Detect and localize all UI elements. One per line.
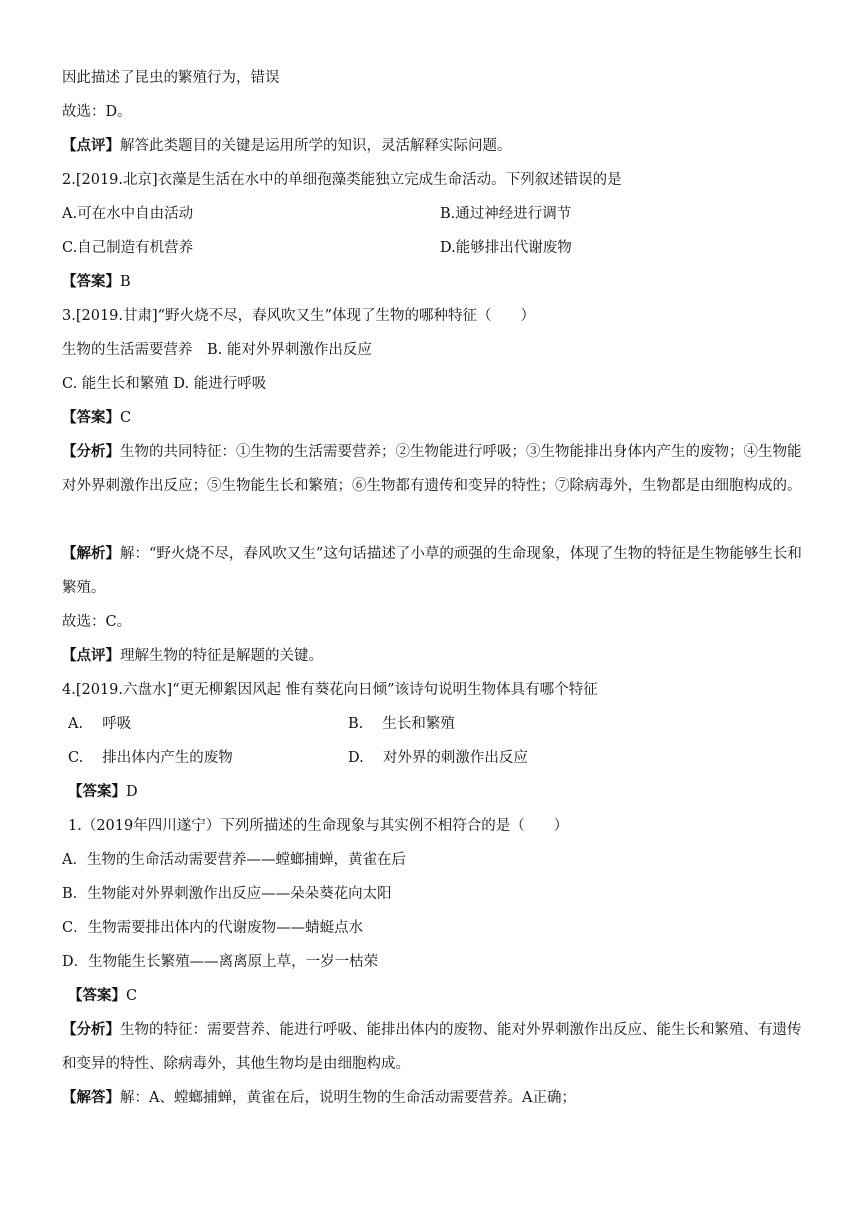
question-stem: 4.[2019.六盘水]“更无柳絮因风起 惟有葵花向日倾”该诗句说明生物体具有哪个特征	[62, 682, 598, 698]
answer-line	[62, 272, 131, 292]
option: C.自己制造有机营养	[62, 240, 194, 256]
analysis-paragraph	[62, 1013, 802, 1081]
option: B. 生长和繁殖	[348, 716, 455, 732]
answer-text: D	[126, 784, 138, 800]
question-stem: 3.[2019.甘肃]“野火烧不尽，春风吹又生”体现了生物的哪种特征（ ）	[62, 308, 535, 324]
comment-line	[62, 646, 323, 666]
text-line: 故选：D。	[62, 104, 132, 120]
solution-line	[62, 1088, 576, 1108]
answer-tag: 【答案】	[68, 987, 126, 1004]
option: D.能够排出代谢废物	[440, 240, 572, 256]
answer-text: C	[120, 410, 132, 426]
answer-tag: 【答案】	[62, 409, 120, 426]
analysis-paragraph	[62, 435, 802, 503]
comment-line	[62, 136, 512, 156]
answer-line	[68, 986, 137, 1006]
analysis-tag: 【分析】	[62, 443, 120, 460]
question-stem: 1.（2019年四川遂宁）下列所描述的生命现象与其实例不相符合的是（ ）	[68, 818, 569, 834]
analysis-tag: 【分析】	[62, 1021, 120, 1038]
comment-text: 理解生物的特征是解题的关键。	[120, 648, 323, 664]
comment-tag: 【点评】	[62, 137, 120, 154]
answer-text: B	[120, 274, 131, 290]
answer-tag: 【答案】	[68, 783, 126, 800]
comment-tag: 【点评】	[62, 647, 120, 664]
explanation-text: 解：“野火烧不尽，春风吹又生”这句话描述了小草的顽强的生命现象，体现了生物的特征是生物能够生长和繁殖。	[62, 546, 802, 596]
text-line: 故选：C。	[62, 614, 132, 630]
option: B.通过神经进行调节	[440, 206, 572, 222]
option: 生物的生活需要营养 B. 能对外界刺激作出反应	[62, 342, 372, 358]
option: C. 能生长和繁殖 D. 能进行呼吸	[62, 376, 267, 392]
answer-text: C	[126, 988, 138, 1004]
option: A.可在水中自由活动	[62, 206, 194, 222]
option: D．生物能生长繁殖——离离原上草，一岁一枯荣	[62, 954, 379, 970]
solution-text: 解：A、螳螂捕蝉，黄雀在后，说明生物的生命活动需要营养。A正确；	[120, 1090, 576, 1106]
question-stem: 2.[2019.北京]衣藻是生活在水中的单细孢藻类能独立完成生命活动。下列叙述错误的是	[62, 172, 622, 188]
option: A．生物的生命活动需要营养——螳螂捕蝉，黄雀在后	[62, 852, 406, 868]
explanation-tag: 【解析】	[62, 545, 120, 562]
answer-line	[68, 782, 138, 802]
analysis-text: 生物的共同特征：①生物的生活需要营养；②生物能进行呼吸；③生物能排出身体内产生的废物；④生物能对外界刺激作出反应；⑤生物能生长和繁殖；⑥生物都有遗传和变异的特性；⑦除病毒外，生物都是由细胞构成的。	[62, 444, 802, 494]
explanation-paragraph	[62, 537, 802, 605]
text-line: 因此描述了昆虫的繁殖行为，错误	[62, 70, 280, 86]
comment-text: 解答此类题目的关键是运用所学的知识，灵活解释实际问题。	[120, 138, 512, 154]
option: C．生物需要排出体内的代谢废物——蜻蜓点水	[62, 920, 364, 936]
option: D. 对外界的刺激作出反应	[348, 750, 528, 766]
answer-line	[62, 408, 131, 428]
option: C. 排出体内产生的废物	[68, 750, 233, 766]
solution-tag: 【解答】	[62, 1089, 120, 1106]
option: B．生物能对外界刺激作出反应——朵朵葵花向太阳	[62, 886, 392, 902]
answer-tag: 【答案】	[62, 273, 120, 290]
analysis-text: 生物的特征：需要营养、能进行呼吸、能排出体内的废物、能对外界刺激作出反应、能生长和繁殖、有遗传和变异的特性、除病毒外，其他生物均是由细胞构成。	[62, 1022, 802, 1072]
option: A. 呼吸	[68, 716, 132, 732]
